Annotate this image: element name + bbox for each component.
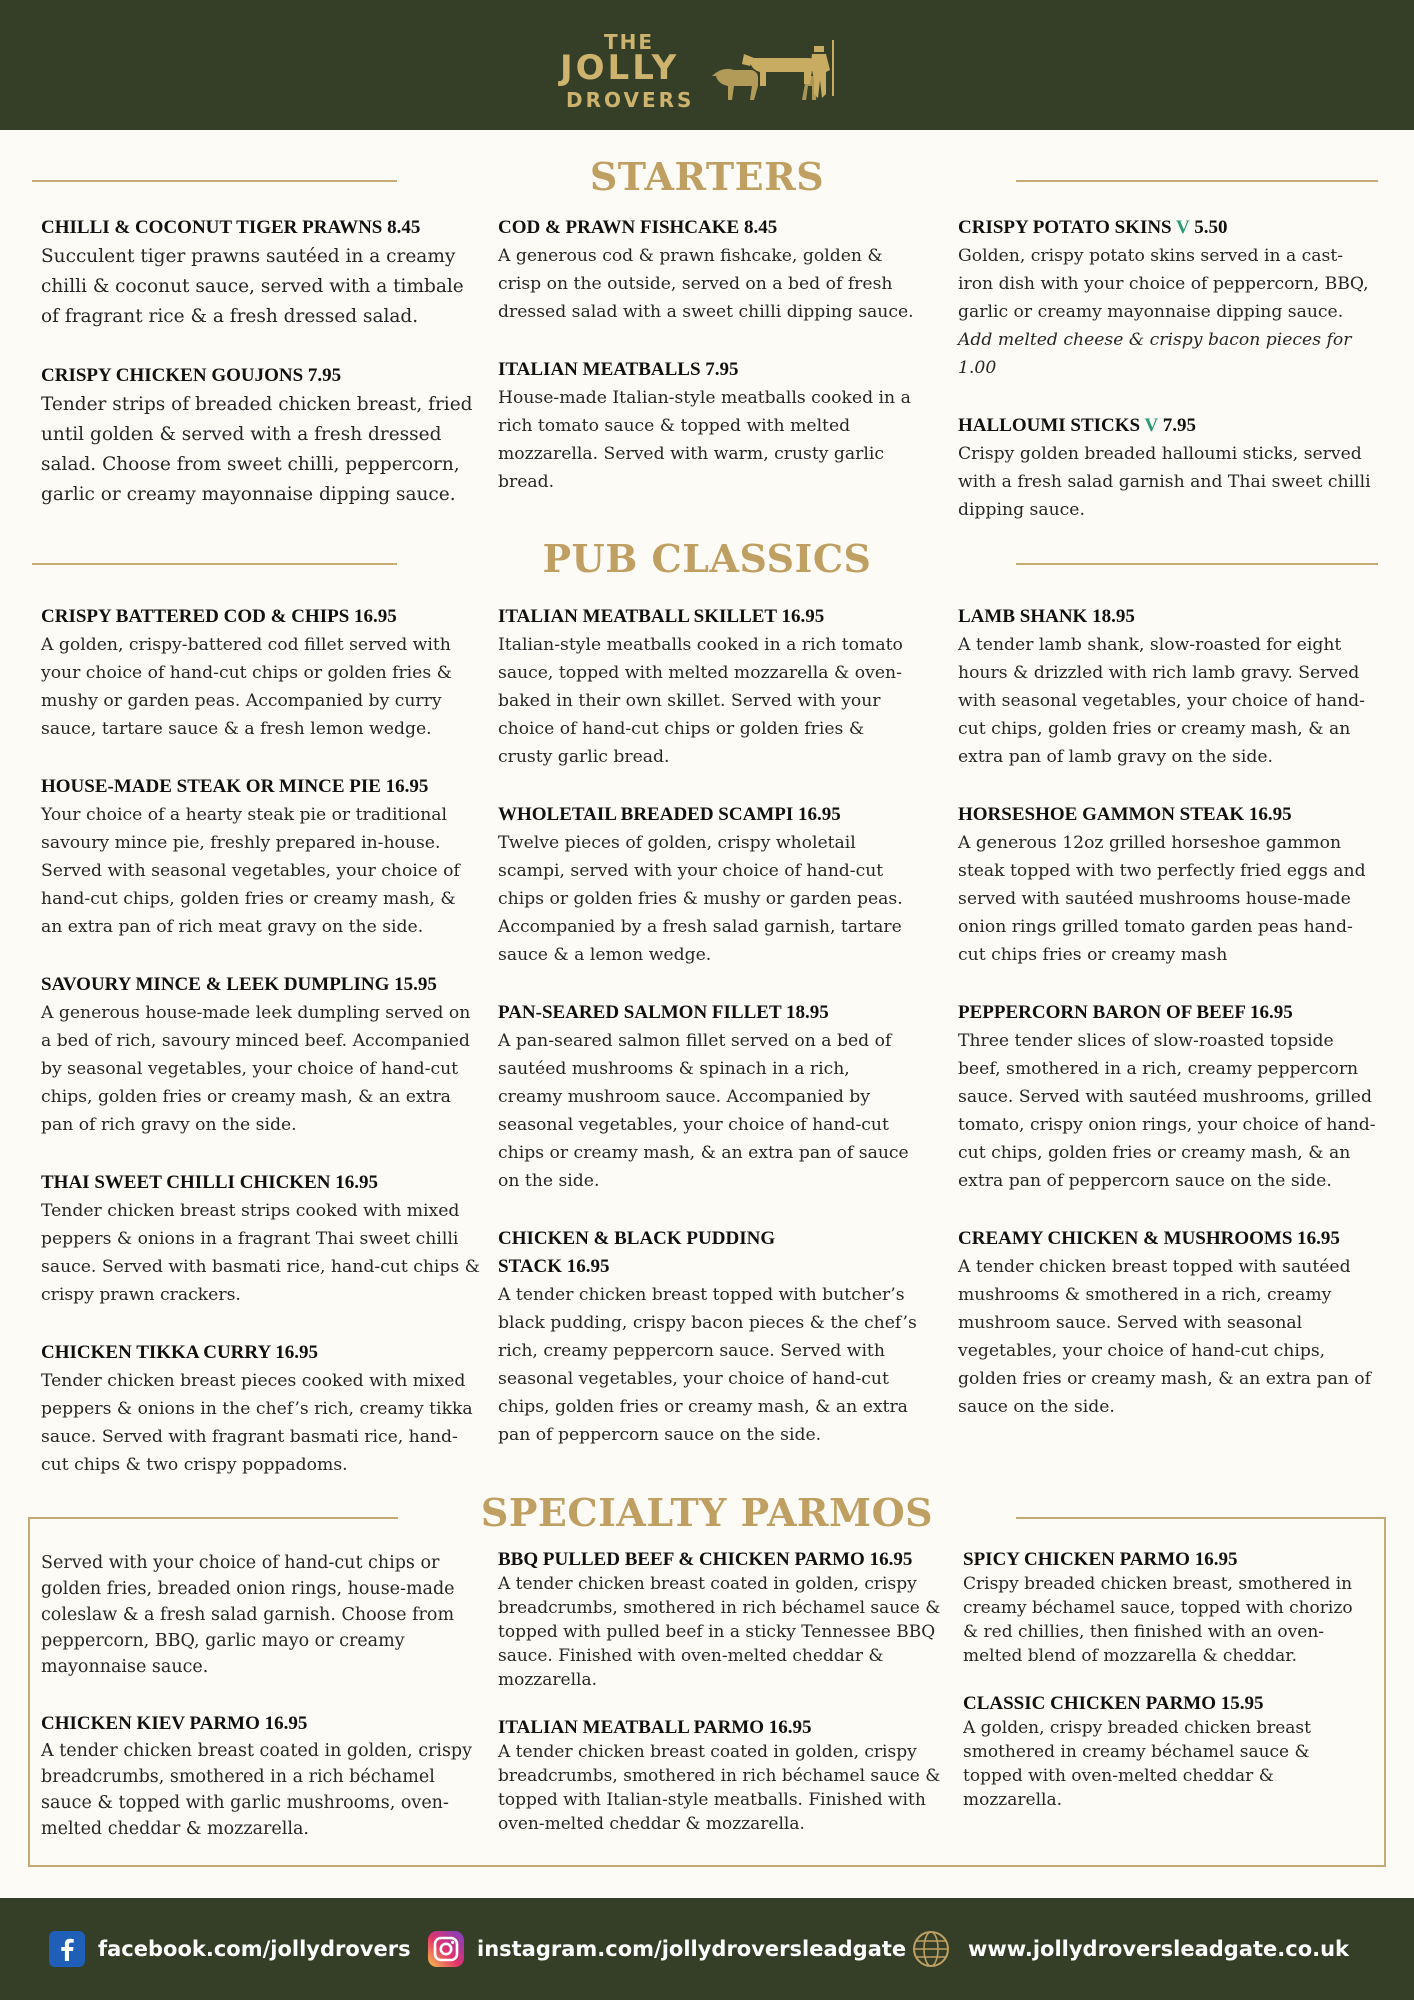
menu-item (41, 1710, 481, 1842)
item-description: A tender chicken breast coated in golden, crispy breadcrumbs, smothered in a rich béchamel sauce & topped with garlic mushrooms, oven-melted cheddar & mozzarella. (41, 1741, 473, 1839)
menu-item (498, 214, 918, 326)
item-description: Crispy golden breaded halloumi sticks, served with a fresh salad garnish and Thai sweet chilli dipping sauce. (958, 444, 1371, 520)
logo-jolly-text: JOLLY (560, 48, 680, 88)
menu-item (498, 801, 918, 969)
starters-column-3 (958, 214, 1378, 554)
item-title: CHICKEN & BLACK PUDDING STACK 16.95 (498, 1228, 776, 1277)
item-description: A tender chicken breast topped with sautéed mushrooms & smothered in a rich, creamy mushroom sauce. Served with seasonal vegetables, your choice of hand-cut chips, golden fries or creamy mash, & an extra pan of sauce on the side. (958, 1257, 1371, 1417)
item-description: Tender strips of breaded chicken breast, fried until golden & served with a fresh dressed salad. Choose from sweet chilli, peppercorn, garlic or creamy mayonnaise dipping sauce. (41, 394, 473, 505)
website-link[interactable] (912, 1898, 1349, 2000)
menu-item (958, 214, 1378, 382)
item-price: 5.50 (1194, 217, 1228, 238)
jolly-drovers-logo (560, 26, 860, 116)
item-title (958, 214, 1378, 242)
pub-classics-heading: PUB CLASSICS (542, 536, 872, 581)
item-description: A generous house-made leek dumpling served on a bed of rich, savoury minced beef. Accompanied by seasonal vegetables, your choice of hand-cut chips, golden fries or creamy mash, & an extra pan of rich gravy on the side. (41, 1003, 471, 1135)
item-title: WHOLETAIL BREADED SCAMPI 16.95 (498, 804, 841, 825)
item-description: Tender chicken breast strips cooked with mixed peppers & onions in a fragrant Thai sweet chilli sauce. Served with basmati rice, hand-cut chips & crispy prawn crackers. (41, 1201, 480, 1305)
starters-heading: STARTERS (589, 154, 825, 199)
menu-item (41, 1169, 481, 1309)
item-title: CHICKEN TIKKA CURRY 16.95 (41, 1342, 318, 1363)
parmos-intro-text: Served with your choice of hand-cut chips or golden fries, breaded onion rings, house-made coleslaw & a fresh salad garnish. Choose from peppercorn, BBQ, garlic mayo or creamy mayonnaise sauce. (41, 1553, 455, 1677)
item-extra-note: Add melted cheese & crispy bacon pieces for 1.00 (958, 330, 1352, 378)
item-description: Three tender slices of slow-roasted topside beef, smothered in a rich, creamy peppercorn sauce. Served with sautéed mushrooms, grilled tomato, crispy onion rings, your choice of hand-cut chips, golden fries or creamy mash, & an extra pan of peppercorn sauce on the side. (958, 1031, 1376, 1191)
item-description: A generous 12oz grilled horseshoe gammon steak topped with two perfectly fried eggs and served with sautéed mushrooms house-made onion rings grilled tomato garden peas hand-cut chips fries or creamy mash (958, 833, 1366, 965)
menu-item (498, 1225, 918, 1449)
item-title: HORSESHOE GAMMON STEAK 16.95 (958, 804, 1292, 825)
item-description-text: Golden, crispy potato skins served in a cast-iron dish with your choice of peppercorn, BBQ, garlic or creamy mayonnaise dipping sauce. (958, 246, 1369, 322)
item-name: CRISPY POTATO SKINS (958, 217, 1172, 238)
menu-item (498, 1716, 948, 1836)
item-title: ITALIAN MEATBALL SKILLET 16.95 (498, 606, 825, 627)
pub-classics-column-3 (958, 603, 1378, 1451)
item-description: A golden, crispy-battered cod fillet served with your choice of hand-cut chips or golden fries & mushy or garden peas. Accompanied by curry sauce, tartare sauce & a fresh lemon wedge. (41, 635, 452, 739)
item-description: A tender chicken breast topped with butcher’s black pudding, crispy bacon pieces & the chef’s rich, creamy peppercorn sauce. Served with seasonal vegetables, your choice of hand-cut chips, golden fries or creamy mash, & an extra pan of peppercorn sauce on the side. (498, 1285, 917, 1445)
menu-item (41, 971, 481, 1139)
item-title: SPICY CHICKEN PARMO 16.95 (963, 1549, 1238, 1570)
item-title: CREAMY CHICKEN & MUSHROOMS 16.95 (958, 1228, 1340, 1249)
menu-item (41, 773, 481, 941)
vegetarian-badge: V (1144, 415, 1158, 436)
item-description: A tender chicken breast coated in golden, crispy breadcrumbs, smothered in rich béchamel sauce & topped with pulled beef in a sticky Tennessee BBQ sauce. Finished with oven-melted cheddar & mozzarella. (498, 1574, 941, 1690)
item-title: SAVOURY MINCE & LEEK DUMPLING 15.95 (41, 974, 437, 995)
item-title: CHICKEN KIEV PARMO 16.95 (41, 1713, 308, 1734)
menu-item (41, 214, 481, 332)
parmos-column-3 (963, 1548, 1363, 1842)
pub-classics-column-1 (41, 603, 481, 1509)
starters-column-1 (41, 214, 481, 540)
facebook-link-text: facebook.com/jollydrovers (98, 1937, 411, 1961)
globe-icon (912, 1930, 950, 1968)
cattle-drover-icon (710, 36, 850, 116)
menu-item (498, 603, 918, 771)
website-link-text: www.jollydroversleadgate.co.uk (968, 1937, 1350, 1961)
item-title: PAN-SEARED SALMON FILLET 18.95 (498, 1002, 829, 1023)
header-bar (0, 0, 1414, 130)
item-title: THAI SWEET CHILLI CHICKEN 16.95 (41, 1172, 378, 1193)
item-title: CLASSIC CHICKEN PARMO 15.95 (963, 1693, 1264, 1714)
starters-column-2 (498, 214, 918, 526)
item-description: Twelve pieces of golden, crispy wholetail scampi, served with your choice of hand-cut chips or golden fries & mushy or garden peas. Accompanied by a fresh salad garnish, tartare sauce & a lemon wedge. (498, 833, 903, 965)
menu-item (963, 1692, 1363, 1812)
item-description (958, 242, 1378, 382)
item-title: LAMB SHANK 18.95 (958, 606, 1135, 627)
instagram-link[interactable] (427, 1898, 906, 2000)
parmos-column-1 (41, 1550, 481, 1872)
item-title: ITALIAN MEATBALLS 7.95 (498, 359, 739, 380)
logo-the-text: THE (604, 30, 655, 54)
item-title: BBQ PULLED BEEF & CHICKEN PARMO 16.95 (498, 1549, 913, 1570)
menu-item (41, 603, 481, 743)
item-title: HOUSE-MADE STEAK OR MINCE PIE 16.95 (41, 776, 429, 797)
item-description: Crispy breaded chicken breast, smothered in creamy béchamel sauce, topped with chorizo & red chillies, then finished with an oven-melted blend of mozzarella & cheddar. (963, 1574, 1353, 1666)
parmos-intro (41, 1550, 481, 1680)
pub-classics-column-2 (498, 603, 918, 1479)
facebook-link[interactable] (48, 1898, 411, 2000)
item-title: PEPPERCORN BARON OF BEEF 16.95 (958, 1002, 1293, 1023)
item-title: CHILLI & COCONUT TIGER PRAWNS 8.45 (41, 217, 421, 238)
item-title: ITALIAN MEATBALL PARMO 16.95 (498, 1717, 812, 1738)
item-title: COD & PRAWN FISHCAKE 8.45 (498, 217, 778, 238)
menu-item (958, 801, 1378, 969)
item-description: A pan-seared salmon fillet served on a bed of sautéed mushrooms & spinach in a rich, creamy mushroom sauce. Accompanied by seasonal vegetables, your choice of hand-cut chips or creamy mash, & an extra pan of sauce on the side. (498, 1031, 909, 1191)
item-title: CRISPY BATTERED COD & CHIPS 16.95 (41, 606, 397, 627)
item-name: HALLOUMI STICKS (958, 415, 1141, 436)
item-price: 7.95 (1162, 415, 1196, 436)
menu-item (958, 999, 1378, 1195)
parmos-column-2 (498, 1548, 948, 1866)
menu-item (958, 412, 1378, 524)
footer-bar (0, 1898, 1414, 2000)
menu-item (41, 1339, 481, 1479)
item-description: A golden, crispy breaded chicken breast smothered in creamy béchamel sauce & topped with oven-melted cheddar & mozzarella. (963, 1718, 1311, 1810)
item-title: CRISPY CHICKEN GOUJONS 7.95 (41, 365, 342, 386)
item-description: Tender chicken breast pieces cooked with mixed peppers & onions in the chef’s rich, creamy tikka sauce. Served with fragrant basmati rice, hand-cut chips & two crispy poppadoms. (41, 1371, 473, 1475)
facebook-icon (48, 1930, 86, 1968)
item-description: House-made Italian-style meatballs cooked in a rich tomato sauce & topped with melted mozzarella. Served with warm, crusty garlic bread. (498, 388, 911, 492)
logo-drovers-text: DROVERS (566, 88, 695, 112)
menu-item (963, 1548, 1363, 1668)
menu-item (958, 1225, 1378, 1421)
item-description: Succulent tiger prawns sautéed in a creamy chilli & coconut sauce, served with a timbale of fragrant rice & a fresh dressed salad. (41, 246, 464, 327)
vegetarian-badge: V (1176, 217, 1190, 238)
item-description: A tender chicken breast coated in golden, crispy breadcrumbs, smothered in rich béchamel sauce & topped with Italian-style meatballs. Finished with oven-melted cheddar & mozzarella. (498, 1742, 941, 1834)
instagram-icon (427, 1930, 465, 1968)
menu-item (41, 362, 481, 510)
menu-item (498, 999, 918, 1195)
menu-item (498, 1548, 948, 1692)
item-description: Your choice of a hearty steak pie or traditional savoury mince pie, freshly prepared in-house. Served with seasonal vegetables, your choice of hand-cut chips, golden fries or creamy mash, & an extra pan of rich meat gravy on the side. (41, 805, 460, 937)
item-description: Italian-style meatballs cooked in a rich tomato sauce, topped with melted mozzarella & oven-baked in their own skillet. Served with your choice of hand-cut chips or golden fries & crusty garlic bread. (498, 635, 903, 767)
menu-item (958, 603, 1378, 771)
instagram-link-text: instagram.com/jollydroversleadgate (477, 1937, 907, 1961)
item-description: A generous cod & prawn fishcake, golden & crisp on the outside, served on a bed of fresh dressed salad with a sweet chilli dipping sauce. (498, 246, 914, 322)
item-title (958, 412, 1378, 440)
parmos-heading: SPECIALTY PARMOS (480, 1490, 934, 1535)
item-description: A tender lamb shank, slow-roasted for eight hours & drizzled with rich lamb gravy. Served with seasonal vegetables, your choice of hand-cut chips, golden fries or creamy mash, & an extra pan of lamb gravy on the side. (958, 635, 1365, 767)
menu-item (498, 356, 918, 496)
